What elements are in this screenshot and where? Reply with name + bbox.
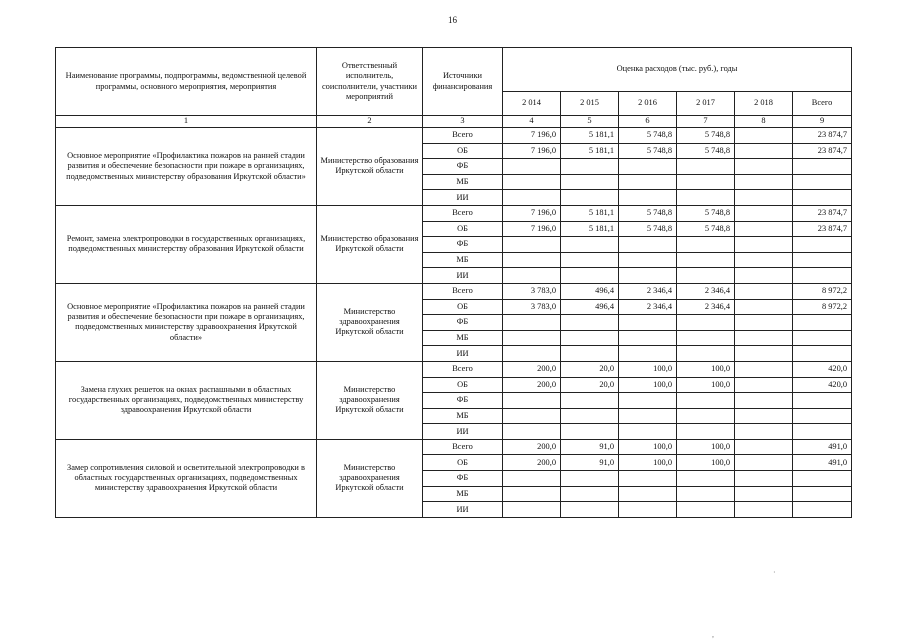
year-value (561, 268, 619, 284)
funding-source: ФБ (423, 159, 503, 175)
funding-source: ИИ (423, 268, 503, 284)
year-value (561, 471, 619, 487)
measure-executor: Министерство образования Иркутской области (317, 128, 423, 206)
year-value (735, 471, 793, 487)
year-value (561, 393, 619, 409)
year-value (735, 299, 793, 315)
total-value: 23 874,7 (793, 221, 852, 237)
measure-name: Основное мероприятие «Профилактика пожаров на ранней стадии развития и обеспечение безопасности при пожаре в организациях, подведомственных министерству здравоохранения Иркутской области» (56, 283, 317, 361)
total-value: 491,0 (793, 439, 852, 455)
year-value (677, 237, 735, 253)
year-value: 5 748,8 (619, 128, 677, 144)
measure-executor: Министерство образования Иркутской области (317, 205, 423, 283)
year-value: 91,0 (561, 455, 619, 471)
total-value (793, 268, 852, 284)
year-value: 100,0 (619, 377, 677, 393)
year-value (561, 424, 619, 440)
year-value (619, 471, 677, 487)
year-value (735, 486, 793, 502)
year-value: 100,0 (619, 439, 677, 455)
scan-speck: · (773, 568, 776, 577)
total-value: 420,0 (793, 361, 852, 377)
table-row (56, 439, 852, 455)
funding-source: ОБ (423, 299, 503, 315)
total-value (793, 237, 852, 253)
total-value (793, 346, 852, 362)
table-row (56, 205, 852, 221)
measure-name: Основное мероприятие «Профилактика пожаров на ранней стадии развития и обеспечение безопасности при пожаре в организациях, подведомственных министерству образования Иркутской области» (56, 128, 317, 206)
page-number: 16 (448, 15, 457, 25)
year-value (677, 408, 735, 424)
year-value (561, 330, 619, 346)
funding-source: Всего (423, 361, 503, 377)
header-expenses: Оценка расходов (тыс. руб.), годы (503, 48, 852, 92)
year-value: 200,0 (503, 377, 561, 393)
year-value: 5 748,8 (677, 143, 735, 159)
header-year: 2 017 (677, 92, 735, 116)
funding-source: МБ (423, 252, 503, 268)
funding-source: ФБ (423, 315, 503, 331)
funding-source: ОБ (423, 455, 503, 471)
year-value (677, 159, 735, 175)
year-value: 5 181,1 (561, 205, 619, 221)
year-value (735, 143, 793, 159)
funding-source: Всего (423, 439, 503, 455)
total-value (793, 502, 852, 518)
year-value: 5 748,8 (619, 143, 677, 159)
year-value (503, 424, 561, 440)
funding-source: ФБ (423, 471, 503, 487)
year-value: 7 196,0 (503, 205, 561, 221)
funding-source: ИИ (423, 424, 503, 440)
year-value: 91,0 (561, 439, 619, 455)
year-value (677, 471, 735, 487)
funding-source: ФБ (423, 393, 503, 409)
funding-source: Всего (423, 128, 503, 144)
year-value: 200,0 (503, 439, 561, 455)
year-value (619, 408, 677, 424)
year-value (561, 237, 619, 253)
column-number: 1 (56, 116, 317, 128)
total-value (793, 252, 852, 268)
year-value (677, 330, 735, 346)
year-value (503, 159, 561, 175)
total-value (793, 393, 852, 409)
funding-source: ОБ (423, 143, 503, 159)
year-value: 200,0 (503, 361, 561, 377)
year-value (619, 502, 677, 518)
funding-source: МБ (423, 174, 503, 190)
header-year: 2 018 (735, 92, 793, 116)
header-sources: Источники финансирования (423, 48, 503, 116)
measure-executor: Министерство здравоохранения Иркутской области (317, 283, 423, 361)
year-value (619, 424, 677, 440)
total-value (793, 330, 852, 346)
year-value (561, 252, 619, 268)
year-value (735, 237, 793, 253)
funding-source: ОБ (423, 221, 503, 237)
year-value: 2 346,4 (677, 299, 735, 315)
year-value: 100,0 (619, 361, 677, 377)
funding-source: МБ (423, 486, 503, 502)
year-value (561, 174, 619, 190)
year-value: 5 181,1 (561, 221, 619, 237)
year-value (735, 252, 793, 268)
year-value (503, 268, 561, 284)
funding-source: ИИ (423, 346, 503, 362)
year-value (561, 486, 619, 502)
year-value (677, 393, 735, 409)
total-value (793, 159, 852, 175)
year-value: 20,0 (561, 377, 619, 393)
header-name: Наименование программы, подпрограммы, ведомственной целевой программы, основного мероприятия, мероприятия (56, 48, 317, 116)
year-value (503, 315, 561, 331)
year-value (503, 237, 561, 253)
year-value (503, 330, 561, 346)
header-year: 2 014 (503, 92, 561, 116)
year-value: 5 181,1 (561, 143, 619, 159)
year-value (561, 315, 619, 331)
year-value (735, 174, 793, 190)
total-value: 8 972,2 (793, 283, 852, 299)
year-value (735, 221, 793, 237)
measure-name: Замена глухих решеток на окнах распашными в областных государственных организациях, подведомственных министерству здравоохранения Иркутской области (56, 361, 317, 439)
year-value (677, 502, 735, 518)
year-value: 7 196,0 (503, 221, 561, 237)
year-value (503, 174, 561, 190)
year-value: 100,0 (677, 455, 735, 471)
year-value: 5 748,8 (619, 221, 677, 237)
column-number: 3 (423, 116, 503, 128)
column-number: 6 (619, 116, 677, 128)
year-value (677, 315, 735, 331)
year-value (735, 315, 793, 331)
year-value: 3 783,0 (503, 283, 561, 299)
total-value: 23 874,7 (793, 143, 852, 159)
year-value (677, 486, 735, 502)
year-value: 100,0 (677, 361, 735, 377)
year-value (735, 408, 793, 424)
year-value: 496,4 (561, 299, 619, 315)
year-value (503, 252, 561, 268)
year-value: 100,0 (619, 455, 677, 471)
year-value (677, 252, 735, 268)
year-value (677, 174, 735, 190)
total-value (793, 190, 852, 206)
year-value: 20,0 (561, 361, 619, 377)
year-value (619, 159, 677, 175)
total-value (793, 486, 852, 502)
year-value (619, 174, 677, 190)
funding-source: ФБ (423, 237, 503, 253)
year-value (561, 159, 619, 175)
year-value: 2 346,4 (619, 299, 677, 315)
year-value (735, 455, 793, 471)
header-year: 2 016 (619, 92, 677, 116)
year-value: 5 748,8 (677, 205, 735, 221)
year-value (677, 268, 735, 284)
year-value (619, 393, 677, 409)
year-value: 3 783,0 (503, 299, 561, 315)
funding-source: МБ (423, 408, 503, 424)
year-value (735, 502, 793, 518)
header-year: 2 015 (561, 92, 619, 116)
total-value: 23 874,7 (793, 205, 852, 221)
total-value (793, 471, 852, 487)
year-value: 200,0 (503, 455, 561, 471)
year-value (619, 252, 677, 268)
year-value: 7 196,0 (503, 143, 561, 159)
year-value (735, 424, 793, 440)
year-value: 5 748,8 (677, 128, 735, 144)
column-number: 7 (677, 116, 735, 128)
year-value (619, 315, 677, 331)
funding-source: Всего (423, 283, 503, 299)
year-value (735, 283, 793, 299)
year-value (735, 377, 793, 393)
year-value (619, 330, 677, 346)
year-value: 100,0 (677, 439, 735, 455)
funding-source: Всего (423, 205, 503, 221)
column-number: 9 (793, 116, 852, 128)
year-value (735, 393, 793, 409)
year-value (561, 502, 619, 518)
scan-speck: , (712, 630, 714, 639)
measure-name: Замер сопротивления силовой и осветительной электропроводки в областных государственных организациях, подведомственных министерству здравоохранения Иркутской области (56, 439, 317, 517)
year-value (503, 408, 561, 424)
year-value (735, 190, 793, 206)
year-value (561, 408, 619, 424)
year-value (735, 439, 793, 455)
year-value (503, 393, 561, 409)
column-number: 4 (503, 116, 561, 128)
year-value (619, 268, 677, 284)
column-number: 5 (561, 116, 619, 128)
year-value (503, 486, 561, 502)
column-number: 8 (735, 116, 793, 128)
total-value (793, 174, 852, 190)
year-value (735, 268, 793, 284)
year-value: 100,0 (677, 377, 735, 393)
total-value: 491,0 (793, 455, 852, 471)
year-value (503, 502, 561, 518)
year-value (735, 346, 793, 362)
table-row (56, 361, 852, 377)
funding-source: ИИ (423, 190, 503, 206)
year-value (619, 190, 677, 206)
year-value (619, 237, 677, 253)
year-value (735, 159, 793, 175)
year-value (503, 346, 561, 362)
year-value (619, 346, 677, 362)
table-row (56, 128, 852, 144)
year-value (503, 471, 561, 487)
funding-source: ИИ (423, 502, 503, 518)
year-value (735, 330, 793, 346)
header-executor: Ответственный исполнитель, соисполнители, участники мероприятий (317, 48, 423, 116)
year-value: 2 346,4 (619, 283, 677, 299)
total-value (793, 315, 852, 331)
measure-executor: Министерство здравоохранения Иркутской области (317, 439, 423, 517)
total-value (793, 424, 852, 440)
total-value: 8 972,2 (793, 299, 852, 315)
year-value (677, 190, 735, 206)
table-row (56, 283, 852, 299)
total-value: 420,0 (793, 377, 852, 393)
year-value: 2 346,4 (677, 283, 735, 299)
year-value (677, 424, 735, 440)
total-value (793, 408, 852, 424)
year-value (677, 346, 735, 362)
funding-source: МБ (423, 330, 503, 346)
funding-source: ОБ (423, 377, 503, 393)
budget-table (55, 47, 852, 518)
year-value (735, 128, 793, 144)
measure-name: Ремонт, замена электропроводки в государственных организациях, подведомственных министерству образования Иркутской области (56, 205, 317, 283)
year-value: 7 196,0 (503, 128, 561, 144)
measure-executor: Министерство здравоохранения Иркутской области (317, 361, 423, 439)
year-value (561, 346, 619, 362)
year-value: 5 748,8 (619, 205, 677, 221)
year-value (619, 486, 677, 502)
year-value: 5 748,8 (677, 221, 735, 237)
header-total: Всего (793, 92, 852, 116)
year-value (735, 205, 793, 221)
year-value: 496,4 (561, 283, 619, 299)
year-value: 5 181,1 (561, 128, 619, 144)
year-value (735, 361, 793, 377)
year-value (503, 190, 561, 206)
column-number: 2 (317, 116, 423, 128)
year-value (561, 190, 619, 206)
total-value: 23 874,7 (793, 128, 852, 144)
